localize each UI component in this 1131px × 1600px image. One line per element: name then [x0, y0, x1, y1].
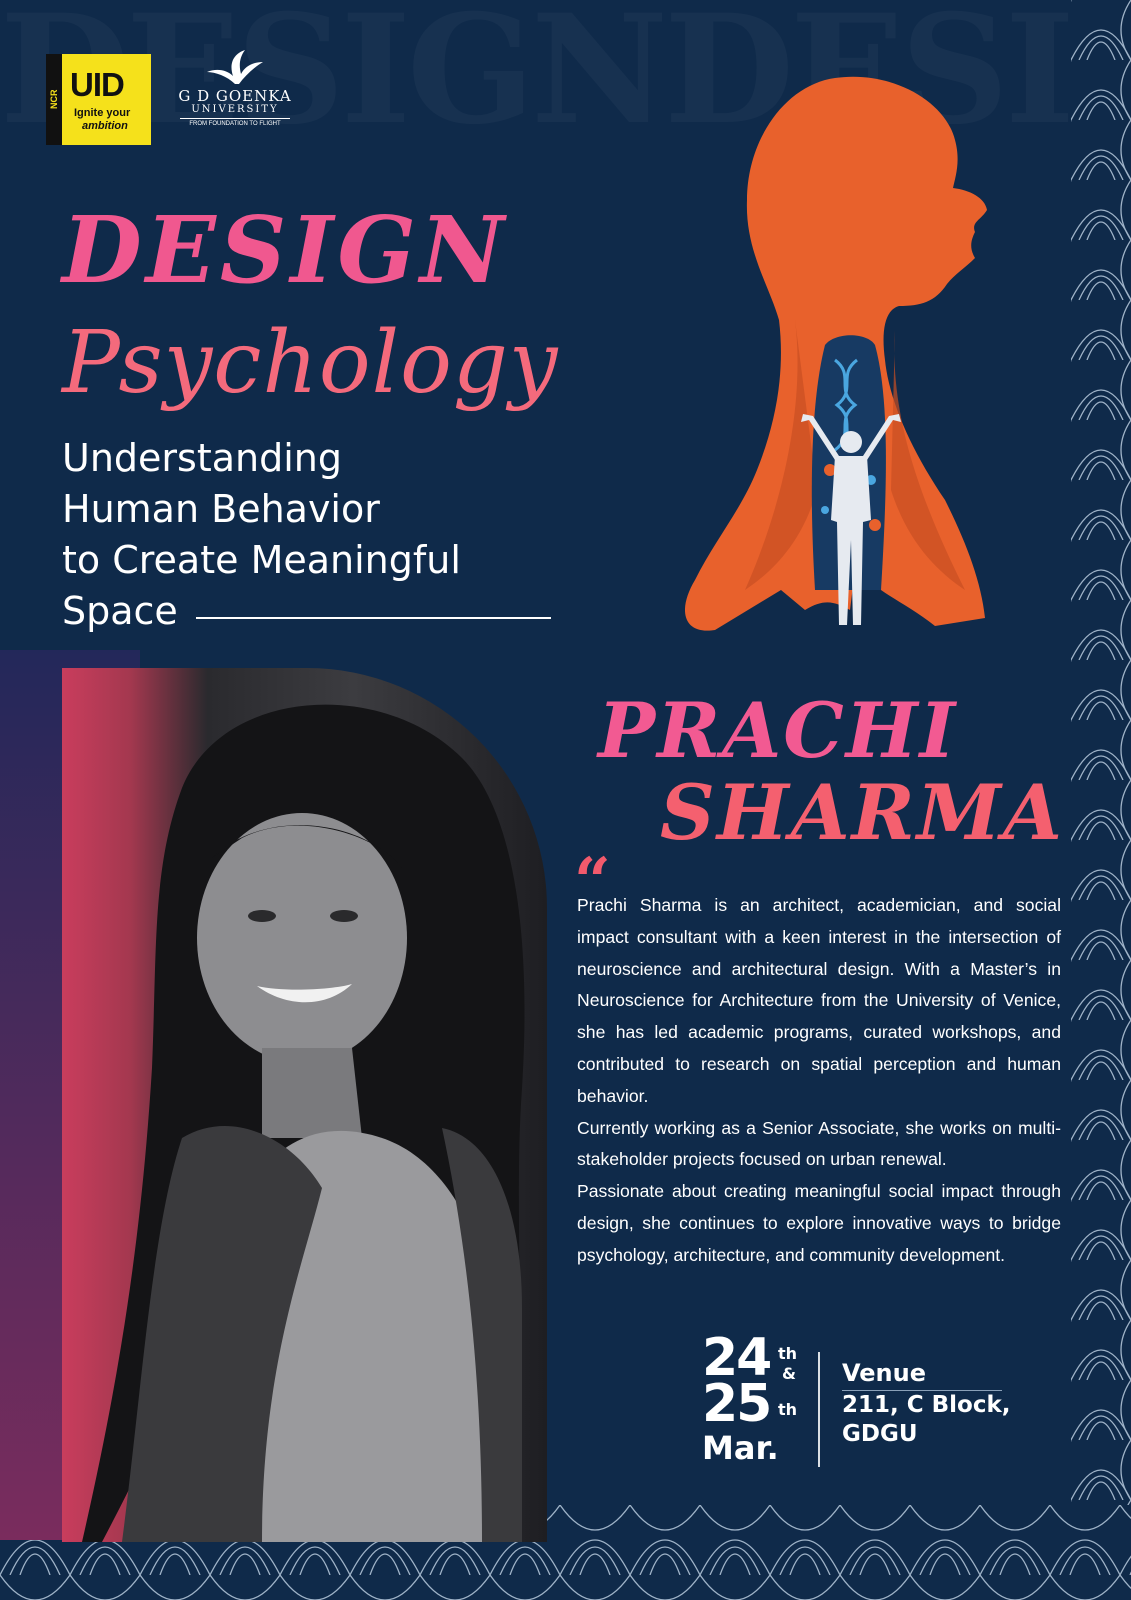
event-date: [702, 1328, 812, 1472]
gdgu-logo: [170, 48, 300, 143]
venue-line-1: 211, C Block,: [842, 1392, 1011, 1418]
subtitle-line-1: Understanding: [62, 436, 342, 480]
wave-pattern-right: [1071, 0, 1131, 1600]
date-day-2-suffix: th: [778, 1400, 798, 1419]
quote-mark-icon: “: [574, 844, 611, 919]
subtitle-underline: [196, 617, 551, 619]
subtitle-line-2: Human Behavior: [62, 487, 380, 531]
head-silhouette-curtain-icon: [685, 70, 1010, 640]
gdgu-logo-name: G D GOENKA: [178, 87, 292, 105]
venue-line-2: GDGU: [842, 1421, 918, 1447]
uid-logo-tagline-2: ambition: [82, 120, 128, 132]
speaker-bio: [577, 890, 1061, 1272]
speaker-photo: [62, 668, 547, 1542]
date-day-2: 25: [702, 1374, 771, 1434]
speaker-last-name: SHARMA: [660, 768, 1064, 857]
speaker-portrait-icon: [62, 668, 547, 1542]
gdgu-logo-sub: UNIVERSITY: [191, 104, 279, 115]
date-month: Mar.: [702, 1429, 779, 1467]
uid-logo-ncr: NCR: [46, 54, 62, 145]
gdgu-logo-motto: FROM FOUNDATION TO FLIGHT: [180, 118, 290, 127]
subtitle: [62, 433, 582, 637]
title-psychology: Psychology: [62, 313, 559, 413]
uid-logo-tagline-1: Ignite your: [74, 107, 131, 119]
uid-logo-name: UID: [70, 66, 124, 103]
bird-logo-icon: [205, 48, 265, 86]
date-venue-divider: [818, 1352, 820, 1467]
bio-paragraph-1: Prachi Sharma is an architect, academician, and social impact consultant with a keen interest in the intersection of neuroscience and architectural design. With a Master’s in Neuroscience for Architecture from the University of Venice, she has led academic programs, curated workshops, and contributed to research on spatial perception and human behavior.: [577, 895, 1061, 1106]
date-connector: &: [782, 1364, 796, 1383]
title-design: DESIGN: [62, 196, 509, 304]
bio-paragraph-3: Passionate about creating meaningful social impact through design, she continues to explore innovative ways to bridge psychology, architecture, and community development.: [577, 1181, 1061, 1265]
speaker-first-name: PRACHI: [598, 686, 958, 775]
subtitle-line-4: Space: [62, 589, 178, 633]
uid-logo: [46, 54, 151, 145]
venue-label: Venue: [842, 1358, 1002, 1391]
date-day-1: 24: [702, 1328, 771, 1388]
subtitle-line-3: to Create Meaningful: [62, 538, 461, 582]
date-day-1-suffix: th: [778, 1344, 798, 1363]
bio-paragraph-2: Currently working as a Senior Associate, she works on multi-stakeholder projects focused on urban renewal.: [577, 1117, 1061, 1170]
event-venue: [842, 1358, 1011, 1449]
